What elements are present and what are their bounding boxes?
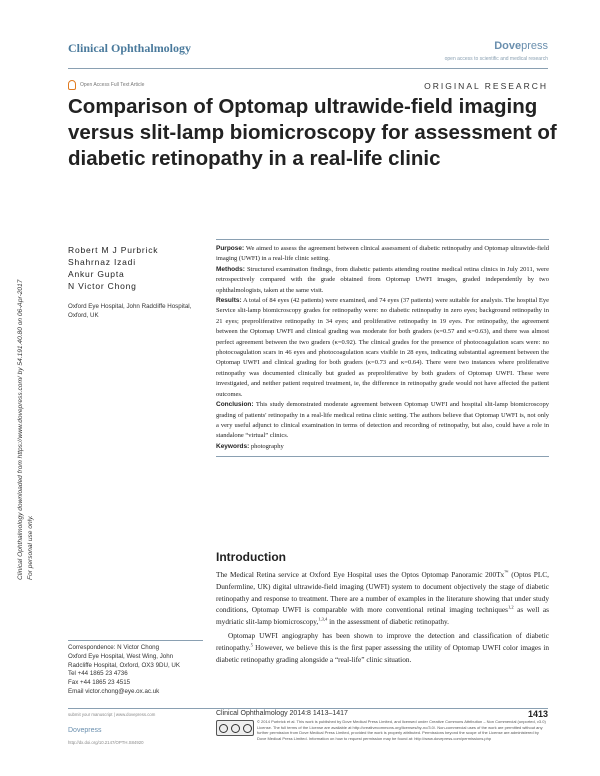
- author-list: [68, 244, 203, 292]
- paragraph: [216, 569, 549, 628]
- paragraph: [216, 630, 549, 665]
- abstract-text: A total of 84 eyes (42 patients) were examined, and 74 eyes (37 patients) were suitable for analysis. The hospital Eye Service slit-lamp biomicroscopy grades for retinopathy were: no diabetic retinopathy in zero eyes; background retinopathy in 21 eyes; preproliferative retinopathy in 34 eyes; and proliferative retinopathy in 19 eyes. For retinopathy, the agreement between the Optomap UWFI and clinical grading was moderate for both graders (κ=0.57 and κ=0.63), and there was almost perfect agreement between the two graders (κ=0.92). The clinical grades for the presence of photocoagulation scars were: no photocoagulation scars in 46 eyes and photocoagulation scars visible in 28 eyes, indicating substantial agreement between the Optomap UWFI and clinical grading for both graders (κ=0.73 and κ=0.64). There were two instances where proliferative retinopathy was documented clinically but graded as preproliferative by both graders of Optomap UWFI. These were investigated, and neither patient required treatment, ie, the difference in retinopathy grade would not have affected the patient outcomes.: [216, 297, 549, 398]
- footer-citation: Clinical Ophthalmology 2014:8 1413–1417: [216, 710, 348, 717]
- publisher-logo-light: press: [521, 40, 548, 52]
- correspondence-line: Oxford Eye Hospital, West Wing, John: [68, 652, 174, 660]
- download-watermark-line2: For personal use only.: [27, 515, 34, 580]
- abstract-text: We aimed to assess the agreement between clinical assessment of diabetic retinopathy and Optomap ultrawide-field imaging (UWFI) in a real-life clinic setting.: [216, 245, 549, 263]
- nc-icon: [243, 724, 252, 733]
- abstract-label: Conclusion:: [216, 401, 254, 409]
- abstract-conclusion: [216, 400, 549, 442]
- trademark: ™: [504, 569, 509, 575]
- author: N Victor Chong: [68, 281, 137, 291]
- correspondence-line: Correspondence: N Victor Chong: [68, 644, 160, 651]
- download-watermark: [16, 160, 46, 580]
- license-text: © 2014 Purbrick et al. This work is published by Dove Medical Press Limited, and licensed under Creative Commons Attribution – Non Commercial (unported, v3.0) License. The full terms of the License are available at http://creativecommons.org/licenses/by-nc/3.0/. Non-commercial uses of the work are permitted without any further permission from Dove Medical Press Limited, provided the work is properly attributed. Permissions beyond the scope of the License are administered by Dove Medical Press Limited. Information on how to request permission may be found at: http://www.dovepress.com/permissions.php: [257, 719, 546, 741]
- abstract-label: Results:: [216, 297, 242, 305]
- citation-ref: 1,2: [507, 604, 514, 610]
- text-run: (Optos PLC, Dunfermline, UK) digital ultrawide-field imaging (UWFI) system to document objectively the stage of diabetic retinopathy and response to treatment. There are a number of examples in the literature showing that under study conditions, Optomap UWFI is comparable with more conventional retinal imaging techniques: [216, 570, 550, 615]
- text-run: The Medical Retina service at Oxford Eye Hospital uses the Optos Optomap Panoramic 200Tx: [216, 570, 505, 579]
- abstract-methods: [216, 265, 549, 296]
- open-access-label: Open Access Full Text Article: [80, 82, 145, 88]
- correspondence-line: Tel +44 1865 23 4736: [68, 670, 128, 678]
- author: Robert M J Purbrick: [68, 245, 159, 255]
- submit-link[interactable]: submit your manuscript | www.dovepress.com: [68, 712, 156, 717]
- correspondence-email[interactable]: Email victor.chong@eye.ox.ac.uk: [68, 687, 160, 695]
- abstract-purpose: [216, 244, 549, 265]
- correspondence-block: [68, 640, 203, 697]
- section-label: ORIGINAL RESEARCH: [424, 81, 548, 91]
- header-divider: [68, 68, 548, 69]
- affiliation: Oxford Eye Hospital, John Radcliffe Hospital, Oxford, UK: [68, 303, 192, 319]
- introduction-body: [216, 569, 549, 665]
- cc-icon: [219, 724, 228, 733]
- abstract: [216, 239, 549, 457]
- publisher-tagline: open access to scientific and medical research: [444, 56, 548, 62]
- text-run: in the assessment of diabetic retinopathy.: [327, 617, 449, 627]
- abstract-label: Purpose:: [216, 245, 245, 252]
- correspondence-line: Fax +44 1865 23 4515: [68, 679, 131, 687]
- page-number: 1413: [527, 709, 548, 719]
- open-access-badge: [68, 80, 144, 90]
- publisher-logo: [494, 40, 548, 52]
- doi-link[interactable]: http://dx.doi.org/10.2147/OPTH.S84920: [68, 740, 144, 745]
- text-run: as well as mydriatic slit-lamp biomicroscopy,: [216, 605, 549, 627]
- journal-name: Clinical Ophthalmology: [68, 41, 192, 55]
- citation-ref: 5: [250, 642, 253, 648]
- download-watermark-line1: Clinical Ophthalmology downloaded from https://www.dovepress.com/ by 54.191.40.80 on 06-Apr-2017: [17, 279, 24, 580]
- footer-publisher: Dovepress: [68, 727, 102, 734]
- abstract-label: Keywords:: [216, 442, 250, 450]
- text-run: Optomap UWFI angiography has been shown to improve the detection and classification of diabetic retinopathy.: [216, 630, 549, 652]
- publisher-logo-bold: Dove: [494, 40, 522, 52]
- open-lock-icon: [68, 80, 76, 90]
- by-icon: [231, 724, 240, 733]
- abstract-keywords: [216, 442, 549, 452]
- correspondence-line: Radcliffe Hospital, Oxford, OX3 9DU, UK: [68, 661, 180, 669]
- author: Ankur Gupta: [68, 269, 125, 279]
- abstract-text: Structured examination findings, from diabetic patients attending routine medical retina clinics in July 2011, were retrospectively compared with the grade obtained from Optomap UWFI images, graded independently by two ophthalmologists, taken at the same visit.: [216, 265, 549, 294]
- footer-divider: [68, 708, 548, 709]
- article-title: Comparison of Optomap ultrawide-field imaging versus slit-lamp biomicroscopy for assessment of diabetic retinopathy in a real-life clinic: [68, 95, 557, 170]
- download-watermark-text: [16, 280, 36, 580]
- citation-ref: 1,3,4: [318, 616, 328, 622]
- author: Shahrnaz Izadi: [68, 257, 136, 267]
- abstract-text: photography: [250, 442, 284, 450]
- text-run: However, we believe this is the first paper assessing the utility of Optomap UWFI color images in diabetic retinopathy grading alongside a “real-life” clinic situation.: [216, 642, 549, 664]
- abstract-text: This study demonstrated moderate agreement between Optomap UWFI and hospital slit-lamp biomicroscopy grading of patients' retinopathy in a real-life medical retina clinic setting. The authors believe that Optomap UWFI is, not only a very useful adjunct to clinical examination in terms of detection and recording of retinopathy, but also, could have a role in standalone “virtual” clinics.: [216, 401, 549, 440]
- abstract-label: Methods:: [216, 265, 245, 273]
- abstract-results: [216, 296, 549, 400]
- section-heading: Introduction: [216, 550, 286, 564]
- creative-commons-icon: [216, 720, 254, 736]
